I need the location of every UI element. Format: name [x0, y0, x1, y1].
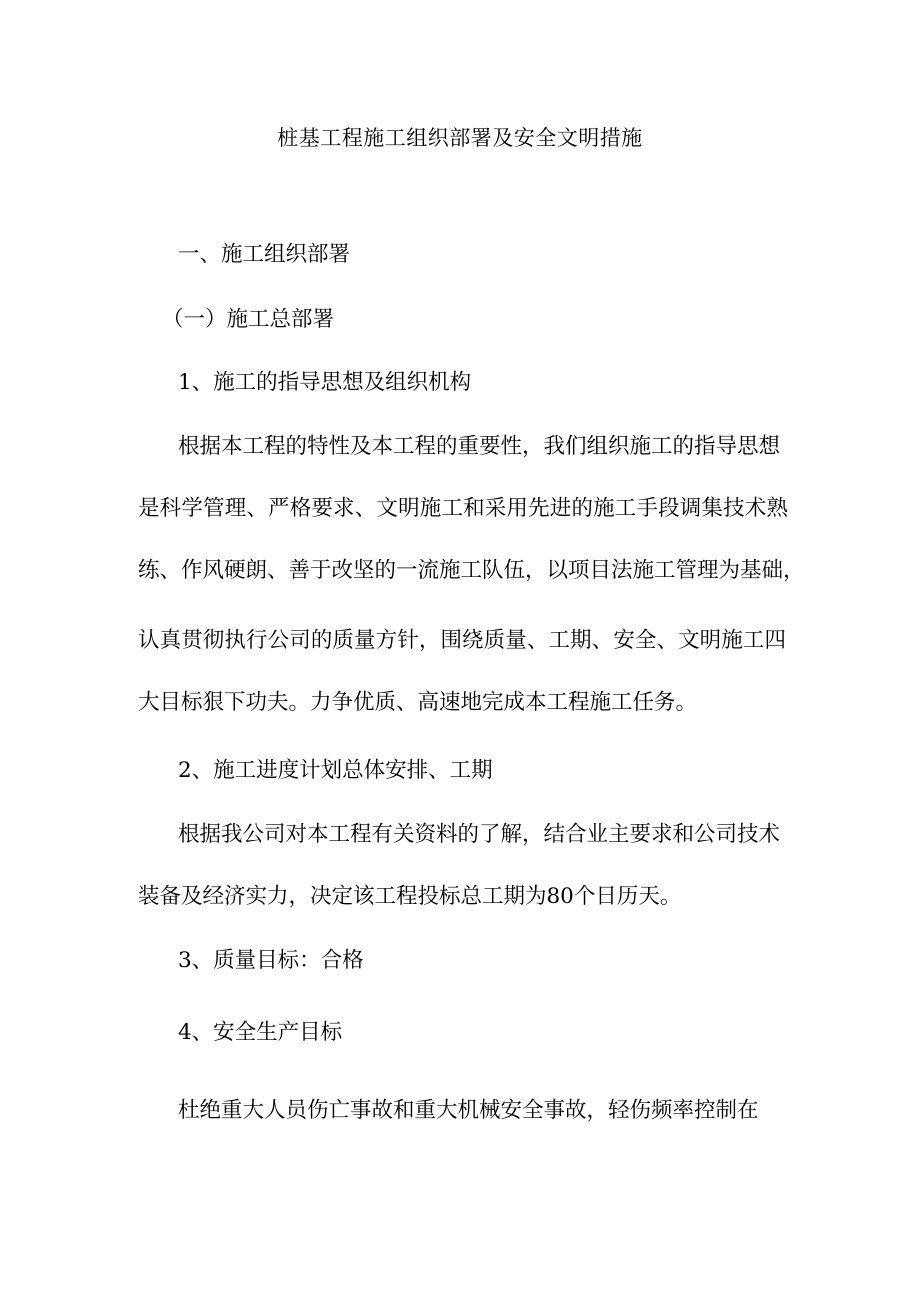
paragraph-2-line-1: 根据我公司对本工程有关资料的了解，结合业主要求和公司技术: [178, 822, 781, 847]
paragraph-1-line-3: 练、作风硬朗、善于改坚的一流施工队伍，以项目法施工管理为基础，: [138, 558, 805, 583]
paragraph-1-line-2: 是科学管理、严格要求、文明施工和采用先进的施工手段调集技术熟: [138, 496, 788, 521]
paragraph-2-line-2: 装备及经济实力，决定该工程投标总工期为80个日历天。: [138, 884, 682, 909]
item-heading-1: 1、施工的指导思想及组织机构: [178, 370, 472, 395]
item-heading-4: 4、安全生产目标: [178, 1020, 343, 1045]
paragraph-1-line-5: 大目标狠下功夫。力争优质、高速地完成本工程施工任务。: [138, 690, 698, 715]
item-heading-2: 2、施工进度计划总体安排、工期: [178, 758, 493, 783]
paragraph-3-line-1: 杜绝重大人员伤亡事故和重大机械安全事故，轻伤频率控制在: [178, 1098, 759, 1123]
subsection-heading: （一）施工总部署: [162, 307, 335, 332]
paragraph-1-line-1: 根据本工程的特性及本工程的重要性，我们组织施工的指导思想: [178, 434, 781, 459]
item-heading-3: 3、质量目标：合格: [178, 948, 364, 973]
section-heading: 一、施工组织部署: [178, 242, 351, 267]
document-title: 桩基工程施工组织部署及安全文明措施: [277, 126, 643, 150]
paragraph-1-line-4: 认真贯彻执行公司的质量方针，围绕质量、工期、安全、文明施工四: [138, 628, 786, 653]
